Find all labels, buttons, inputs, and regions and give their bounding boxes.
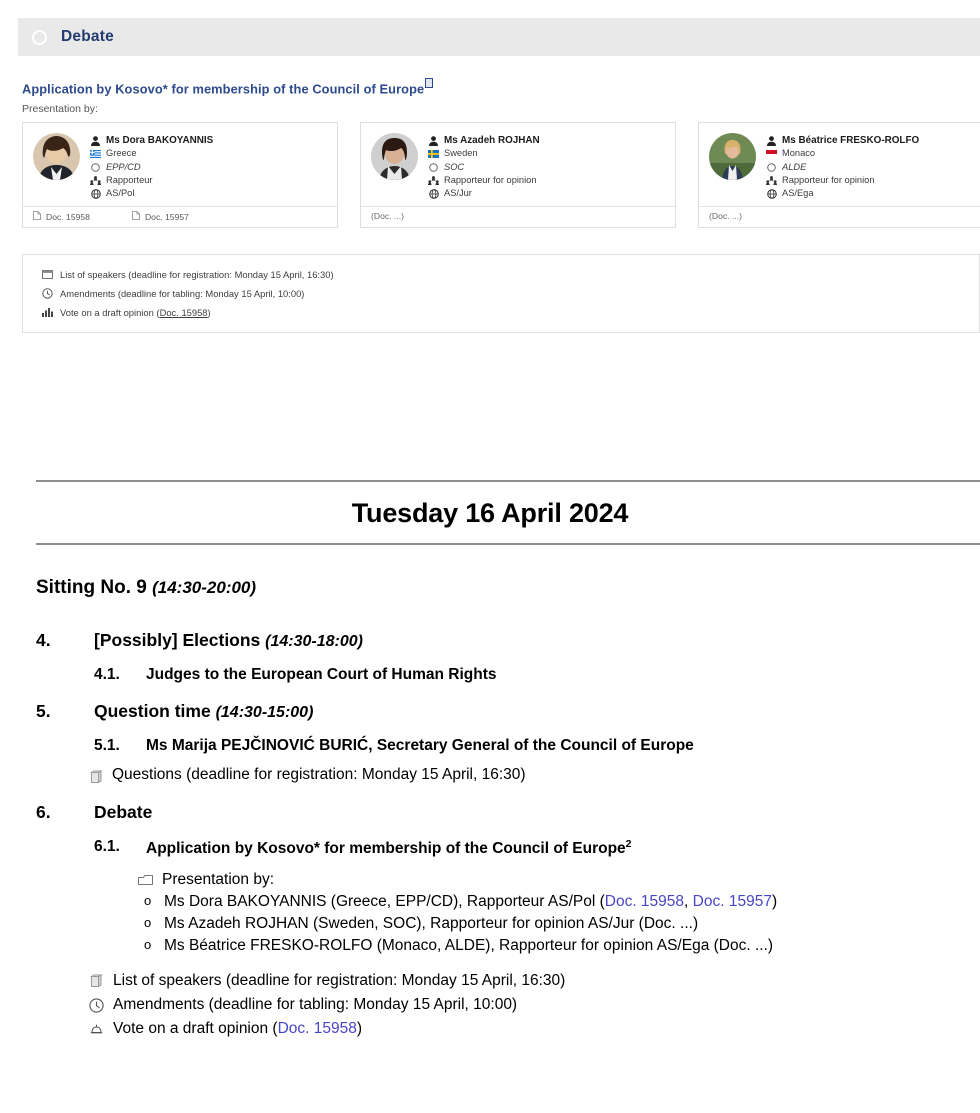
- footnote-marker: 2: [625, 838, 632, 850]
- card-body: [361, 123, 675, 206]
- card-committee-line: [428, 187, 540, 200]
- document-icon: [132, 211, 140, 222]
- rapporteur-cards: [22, 122, 980, 228]
- card-committee-line: [766, 187, 919, 200]
- card-country: Sweden: [444, 148, 478, 159]
- card-committee: AS/Jur: [444, 188, 472, 199]
- rapporteur-card[interactable]: [698, 122, 980, 228]
- group-icon: [90, 175, 101, 186]
- card-role: Rapporteur: [106, 174, 153, 185]
- presentation-entry-text: Ms Azadeh ROJHAN (Sweden, SOC), Rapporteur for opinion AS/Jur (Doc. ...): [164, 915, 699, 933]
- agenda-subitem-4-1: [94, 651, 980, 684]
- circle-icon: [90, 162, 101, 173]
- agenda-subitem-title: Judges to the European Court of Human Rights: [146, 666, 497, 683]
- panel-list-item-vote[interactable]: [23, 303, 979, 322]
- card-country: Greece: [106, 148, 137, 159]
- globe-icon: [428, 188, 439, 199]
- presentation-entry: [138, 933, 980, 955]
- card-documents: [23, 206, 337, 227]
- person-icon: [766, 135, 777, 146]
- person-icon: [90, 135, 101, 146]
- web-panel: [0, 18, 980, 333]
- agenda-subitem-5-1: [94, 722, 980, 755]
- note-vote: [88, 1014, 980, 1038]
- globe-icon: [766, 188, 777, 199]
- note-label: Vote on a draft opinion (: [113, 1020, 278, 1038]
- presentation-entry: [138, 911, 980, 933]
- agenda-item-title: [94, 630, 363, 651]
- clock-icon: [88, 997, 105, 1014]
- card-body: [699, 123, 980, 206]
- agenda-item-4: [36, 613, 980, 651]
- agenda-subitem-number: 6.1.: [94, 838, 120, 855]
- agenda-item-title-text: Debate: [94, 802, 153, 822]
- card-name-line: [766, 134, 919, 147]
- agenda-document: [0, 480, 980, 1038]
- card-committee-line: [90, 187, 213, 200]
- clock-icon: [41, 288, 53, 300]
- section-header-debate: [18, 18, 980, 56]
- agenda-item-title: [94, 802, 152, 823]
- card-role-line: [90, 174, 213, 187]
- card-role-line: [428, 174, 540, 187]
- presentation-by-label: Presentation by:: [22, 103, 98, 116]
- note-label: List of speakers (deadline for registration: Monday 15 April, 16:30): [113, 972, 566, 990]
- panel-list-link[interactable]: Doc. 15958: [159, 307, 208, 319]
- flag-sweden-icon: [428, 149, 439, 160]
- chart-icon: [41, 307, 53, 319]
- sitting-heading: [36, 577, 980, 599]
- doc-link[interactable]: Doc. 15958: [604, 893, 685, 911]
- card-role: Rapporteur for opinion: [782, 174, 875, 185]
- agenda-item-6: [36, 785, 980, 823]
- agenda-item-title-text: [Possibly] Elections: [94, 630, 261, 650]
- document-date-heading: Tuesday 16 April 2024: [351, 498, 629, 528]
- circle-icon: [766, 162, 777, 173]
- card-committee: AS/Pol: [106, 188, 135, 199]
- card-political-group: EPP/CD: [106, 161, 141, 172]
- card-lines: [90, 133, 213, 200]
- group-icon: [428, 175, 439, 186]
- card-group-line: [90, 161, 213, 174]
- agenda-subitem-number: 4.1.: [94, 666, 120, 683]
- card-country-line: [766, 147, 919, 160]
- panel-procedure-list: [22, 254, 980, 333]
- note-amendments: [88, 990, 980, 1014]
- presentation-entry: [138, 889, 980, 911]
- agenda-item-number: 6.: [36, 802, 51, 822]
- person-icon: [428, 135, 439, 146]
- folder-icon: [138, 873, 154, 887]
- presentation-entry-text: Ms Béatrice FRESKO-ROLFO (Monaco, ALDE), Rapporteur for opinion AS/Ega (Doc. ...): [164, 937, 774, 955]
- panel-list-label: Amendments (deadline for tabling: Monday 15 April, 10:00): [60, 288, 305, 300]
- document-superscript-icon[interactable]: [425, 78, 433, 88]
- panel-list-item-speakers[interactable]: [23, 265, 979, 284]
- card-documents: [361, 206, 675, 226]
- card-country: Monaco: [782, 148, 816, 159]
- rapporteur-card[interactable]: [360, 122, 676, 228]
- agenda-item-time: (14:30-18:00): [265, 633, 363, 650]
- agenda-note-questions: [88, 755, 980, 785]
- presentation-block: [138, 858, 980, 955]
- presentation-entries: [138, 889, 980, 955]
- flag-monaco-icon: [766, 149, 777, 160]
- avatar: [709, 133, 756, 180]
- vote-icon: [88, 1021, 105, 1038]
- card-person-name: Ms Dora BAKOYANNIS: [106, 135, 214, 147]
- card-document-label: Doc. 15957: [144, 211, 189, 222]
- agenda-subitem-title: [146, 838, 632, 858]
- panel-list-label: Vote on a draft opinion (: [60, 307, 160, 319]
- card-document-link[interactable]: [132, 211, 189, 222]
- sitting-time: (14:30-20:00): [152, 578, 257, 597]
- card-person-name: Ms Béatrice FRESKO-ROLFO: [782, 135, 920, 147]
- card-document-label[interactable]: (Doc. ...): [371, 211, 404, 222]
- avatar: [371, 133, 418, 180]
- circle-icon: [428, 162, 439, 173]
- section-header-title: Debate: [61, 28, 114, 45]
- card-role-line: [766, 174, 919, 187]
- agenda-item-title-text: Application by Kosovo* for membership of the Council of Europe: [22, 81, 425, 97]
- link-separator: ,: [684, 893, 693, 911]
- document-icon: [33, 211, 41, 222]
- card-person-name: Ms Azadeh ROJHAN: [444, 135, 540, 147]
- flag-greece-icon: [90, 149, 101, 160]
- card-documents: [699, 206, 980, 226]
- agenda-list: [0, 613, 980, 1038]
- globe-icon: [90, 188, 101, 199]
- avatar: [33, 133, 80, 180]
- agenda-item-title[interactable]: [22, 78, 980, 96]
- rapporteur-card[interactable]: [22, 122, 338, 228]
- card-role: Rapporteur for opinion: [444, 174, 537, 185]
- card-body: [23, 123, 337, 206]
- presentation-entry-text: Ms Dora BAKOYANNIS (Greece, EPP/CD), Rapporteur AS/Pol (: [164, 893, 605, 911]
- list-icon: [41, 269, 53, 281]
- agenda-item-number: 5.: [36, 701, 51, 721]
- note-list-of-speakers: [88, 966, 980, 990]
- agenda-item-title-text: Question time: [94, 701, 211, 721]
- card-country-line: [90, 147, 213, 160]
- card-document-link[interactable]: [33, 211, 90, 222]
- presentation-label: Presentation by:: [162, 871, 275, 889]
- card-group-line: [766, 161, 919, 174]
- presentation-heading: [138, 871, 980, 889]
- sitting-label: Sitting No. 9: [36, 577, 147, 598]
- bottom-notes: [0, 966, 980, 1038]
- panel-list-label: List of speakers (deadline for registration: Monday 15 April, 16:30): [60, 269, 334, 281]
- group-icon: [766, 175, 777, 186]
- panel-list-item-amendments[interactable]: [23, 284, 979, 303]
- list-icon: [88, 973, 105, 990]
- panel-list-label-end: ): [207, 307, 211, 319]
- card-document-label: Doc. 15958: [46, 211, 90, 222]
- card-political-group: SOC: [444, 161, 465, 172]
- agenda-subitem-title-text: Application by Kosovo* for membership of the Council of Europe: [146, 840, 626, 858]
- note-label-end: ): [356, 1020, 363, 1038]
- agenda-item-title: [94, 701, 313, 722]
- card-lines: [428, 133, 540, 200]
- circle-icon: [32, 30, 47, 45]
- card-committee: AS/Ega: [782, 188, 814, 199]
- agenda-item-time: (14:30-15:00): [215, 704, 314, 721]
- agenda-subitem-6-1: [94, 823, 980, 858]
- agenda-note-label: Questions (deadline for registration: Monday 15 April, 16:30): [112, 766, 526, 783]
- note-label: Amendments (deadline for tabling: Monday 15 April, 10:00): [113, 996, 518, 1014]
- doc-link[interactable]: Doc. 15957: [692, 893, 772, 911]
- presentation-entry-suffix: ): [771, 893, 778, 911]
- card-group-line: [428, 161, 540, 174]
- card-name-line: [90, 134, 213, 147]
- card-name-line: [428, 134, 540, 147]
- card-country-line: [428, 147, 540, 160]
- rule-bottom: [36, 543, 980, 545]
- doc-link[interactable]: Doc. 15958: [277, 1020, 357, 1038]
- agenda-subitem-number: 5.1.: [94, 737, 120, 754]
- list-icon: [88, 766, 104, 785]
- agenda-item-5: [36, 684, 980, 722]
- agenda-subitem-title: Ms Marija PEJČINOVIĆ BURIĆ, Secretary General of the Council of Europe: [146, 737, 694, 754]
- card-political-group: ALDE: [782, 161, 807, 172]
- card-document-label[interactable]: (Doc. ...): [709, 211, 742, 222]
- card-lines: [766, 133, 919, 200]
- agenda-item-number: 4.: [36, 630, 51, 650]
